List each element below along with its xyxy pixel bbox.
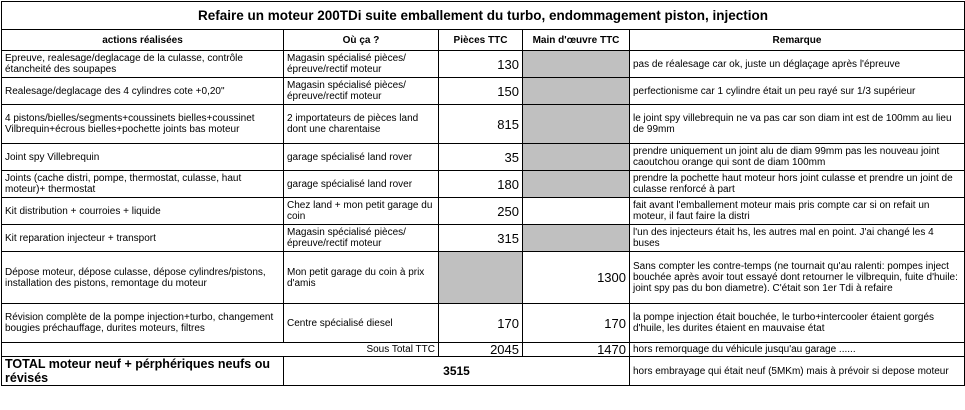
title-row <box>2 2 965 30</box>
header-labor: Main d'œuvre TTC <box>523 30 630 51</box>
table-row <box>2 304 965 343</box>
table-row <box>2 78 965 105</box>
header-actions: actions réalisées <box>2 30 284 51</box>
cell-where: Mon petit garage du coin à prix d'amis <box>284 252 439 304</box>
subtotal-row <box>2 343 965 357</box>
header-remark: Remarque <box>630 30 965 51</box>
table-row <box>2 198 965 225</box>
cell-remark: perfectionisme car 1 cylindre était un peu rayé sur 1/3 supérieur <box>630 78 965 105</box>
cell-remark: l'un des injecteurs était hs, les autres mal en point. J'ai changé les 4 buses <box>630 225 965 252</box>
cell-labor <box>523 105 630 144</box>
cell-labor <box>523 225 630 252</box>
cell-where: Chez land + mon petit garage du coin <box>284 198 439 225</box>
cell-labor <box>523 198 630 225</box>
cell-labor <box>523 51 630 78</box>
subtotal-parts: 2045 <box>439 343 523 357</box>
cell-remark: prendre la pochette haut moteur hors joint culasse et prendre un joint de culasse renforcé à part <box>630 171 965 198</box>
total-row <box>2 357 965 386</box>
subtotal-label: Sous Total TTC <box>2 343 439 357</box>
cell-where: Magasin spécialisé pièces/épreuve/rectif moteur <box>284 78 439 105</box>
cell-remark: Sans compter les contre-temps (ne tournait qu'au ralenti: pompes inject bouchée après avoir tout essayé dont retourner le vilbrequin, fuite d'huile: joint spy pas du bon diametre). C'était son 1er Tdi à refaire <box>630 252 965 304</box>
cell-parts: 815 <box>439 105 523 144</box>
cell-parts: 130 <box>439 51 523 78</box>
cell-parts <box>439 252 523 304</box>
cell-parts: 170 <box>439 304 523 343</box>
cell-labor <box>523 171 630 198</box>
cell-action: Dépose moteur, dépose culasse, dépose cylindres/pistons, installation des pistons, remontage du moteur <box>2 252 284 304</box>
table-row <box>2 51 965 78</box>
table-row <box>2 144 965 171</box>
cell-where: garage spécialisé land rover <box>284 171 439 198</box>
cell-action: Kit reparation injecteur + transport <box>2 225 284 252</box>
subtotal-remark: hors remorquage du véhicule jusqu'au garage ...... <box>630 343 965 357</box>
cell-action: Joint spy Villebrequin <box>2 144 284 171</box>
cell-action: Epreuve, realesage/deglacage de la culasse, contrôle étancheité des soupapes <box>2 51 284 78</box>
table-row <box>2 225 965 252</box>
total-value: 3515 <box>284 357 630 386</box>
cost-table-container <box>1 1 964 386</box>
cell-labor <box>523 144 630 171</box>
cell-parts: 150 <box>439 78 523 105</box>
cell-where: 2 importateurs de pièces land dont une charentaise <box>284 105 439 144</box>
total-remark: hors embrayage qui était neuf (5MKm) mais à prévoir si depose moteur <box>630 357 965 386</box>
cell-labor: 170 <box>523 304 630 343</box>
cell-where: garage spécialisé land rover <box>284 144 439 171</box>
cell-where: Magasin spécialisé pièces/épreuve/rectif moteur <box>284 51 439 78</box>
cell-action: Joints (cache distri, pompe, thermostat, culasse, haut moteur)+ thermostat <box>2 171 284 198</box>
header-where: Où ça ? <box>284 30 439 51</box>
table-row <box>2 171 965 198</box>
cell-remark: la pompe injection était bouchée, le turbo+intercooler étaient gorgés d'huile, les durites étaient en mauvaise état <box>630 304 965 343</box>
cell-action: 4 pistons/bielles/segments+coussinets bielles+coussinet Vilbrequin+écrous bielles+pochette joints bas moteur <box>2 105 284 144</box>
cell-remark: fait avant l'emballement moteur mais pris compte car si on refait un moteur, il faut faire la distri <box>630 198 965 225</box>
cell-action: Kit distribution + courroies + liquide <box>2 198 284 225</box>
table-row <box>2 105 965 144</box>
cell-action: Révision complète de la pompe injection+turbo, changement bougies préchauffage, durites moteurs, filtres <box>2 304 284 343</box>
cell-where: Magasin spécialisé pièces/épreuve/rectif moteur <box>284 225 439 252</box>
cell-labor <box>523 78 630 105</box>
cell-where: Centre spécialisé diesel <box>284 304 439 343</box>
cell-remark: prendre uniquement un joint alu de diam 99mm pas les nouveau joint caoutchou orange qui sont de diam 100mm <box>630 144 965 171</box>
cell-parts: 250 <box>439 198 523 225</box>
cost-table <box>1 1 965 386</box>
subtotal-labor: 1470 <box>523 343 630 357</box>
cell-parts: 180 <box>439 171 523 198</box>
total-label: TOTAL moteur neuf + pérphériques neufs ou révisés <box>2 357 284 386</box>
cell-parts: 35 <box>439 144 523 171</box>
cell-action: Realesage/deglacage des 4 cylindres cote +0,20" <box>2 78 284 105</box>
header-row <box>2 30 965 51</box>
table-row <box>2 252 965 304</box>
cell-parts: 315 <box>439 225 523 252</box>
cell-remark: le joint spy villebrequin ne va pas car son diam int est de 100mm au lieu de 99mm <box>630 105 965 144</box>
table-title: Refaire un moteur 200TDi suite emballement du turbo, endommagement piston, injection <box>2 2 965 30</box>
cell-labor: 1300 <box>523 252 630 304</box>
cell-remark: pas de réalesage car ok, juste un déglaçage après l'épreuve <box>630 51 965 78</box>
header-parts: Pièces TTC <box>439 30 523 51</box>
